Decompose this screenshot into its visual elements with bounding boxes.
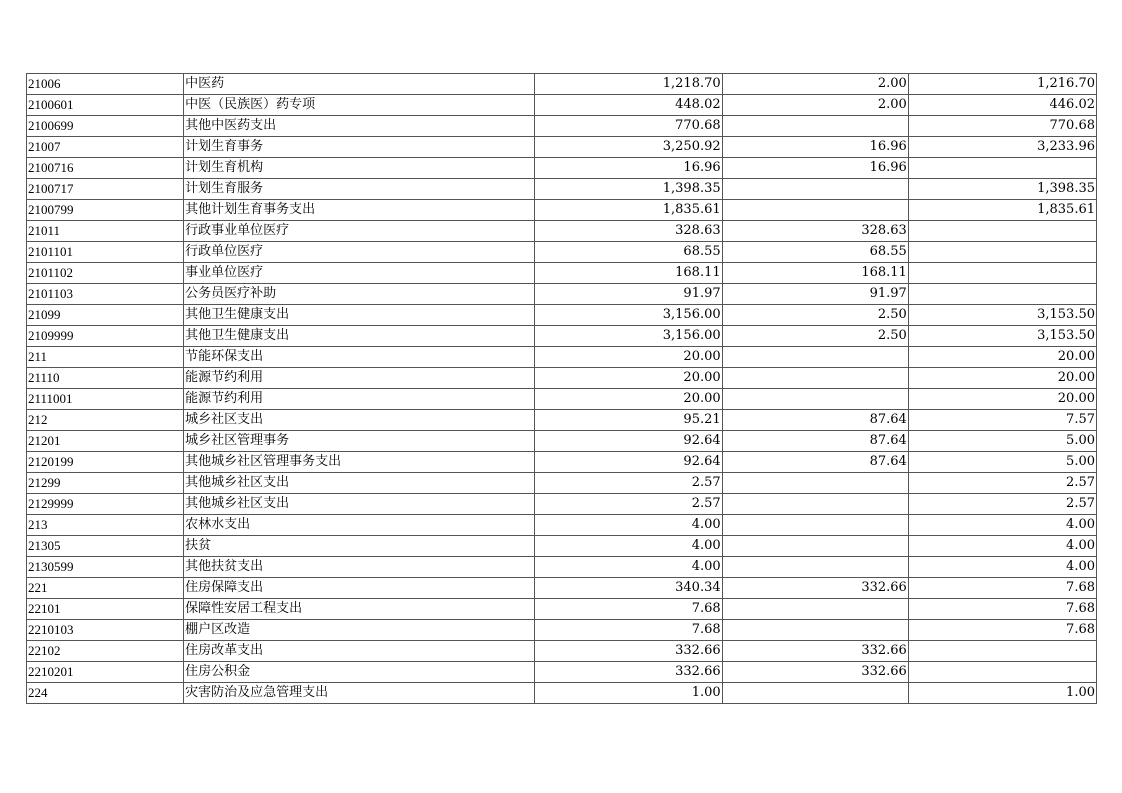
cell-total: 332.66 <box>535 641 722 662</box>
cell-project <box>908 263 1096 284</box>
cell-basic: 168.11 <box>722 263 908 284</box>
cell-basic <box>722 494 908 515</box>
table-row <box>27 221 1097 242</box>
cell-code: 2130599 <box>27 557 184 578</box>
cell-project: 5.00 <box>908 431 1096 452</box>
table-row <box>27 662 1097 683</box>
cell-basic: 87.64 <box>722 452 908 473</box>
cell-name: 其他城乡社区支出 <box>184 494 535 515</box>
cell-total: 1,398.35 <box>535 179 722 200</box>
cell-total: 168.11 <box>535 263 722 284</box>
cell-name: 保障性安居工程支出 <box>184 599 535 620</box>
cell-code: 2101103 <box>27 284 184 305</box>
table-row <box>27 158 1097 179</box>
cell-total: 92.64 <box>535 431 722 452</box>
table-row <box>27 473 1097 494</box>
cell-project: 1.00 <box>908 683 1096 704</box>
cell-code: 212 <box>27 410 184 431</box>
cell-name: 行政事业单位医疗 <box>184 221 535 242</box>
cell-code: 21099 <box>27 305 184 326</box>
cell-total: 448.02 <box>535 95 722 116</box>
cell-project: 4.00 <box>908 557 1096 578</box>
cell-project: 4.00 <box>908 515 1096 536</box>
cell-basic: 68.55 <box>722 242 908 263</box>
cell-total: 4.00 <box>535 515 722 536</box>
cell-basic: 2.00 <box>722 95 908 116</box>
cell-code: 21305 <box>27 536 184 557</box>
cell-code: 221 <box>27 578 184 599</box>
cell-total: 328.63 <box>535 221 722 242</box>
cell-code: 211 <box>27 347 184 368</box>
table-row <box>27 305 1097 326</box>
cell-project <box>908 641 1096 662</box>
cell-basic <box>722 683 908 704</box>
cell-basic <box>722 368 908 389</box>
table-row <box>27 494 1097 515</box>
cell-basic <box>722 116 908 137</box>
table-row <box>27 368 1097 389</box>
cell-total: 1.00 <box>535 683 722 704</box>
cell-name: 农林水支出 <box>184 515 535 536</box>
cell-name: 计划生育服务 <box>184 179 535 200</box>
table-row <box>27 620 1097 641</box>
cell-name: 扶贫 <box>184 536 535 557</box>
cell-name: 棚户区改造 <box>184 620 535 641</box>
table-row <box>27 74 1097 95</box>
cell-total: 20.00 <box>535 368 722 389</box>
cell-project: 1,216.70 <box>908 74 1096 95</box>
cell-project: 1,835.61 <box>908 200 1096 221</box>
cell-code: 21006 <box>27 74 184 95</box>
cell-basic <box>722 599 908 620</box>
cell-basic: 332.66 <box>722 578 908 599</box>
cell-code: 2100601 <box>27 95 184 116</box>
cell-code: 2210103 <box>27 620 184 641</box>
cell-basic: 91.97 <box>722 284 908 305</box>
cell-project: 1,398.35 <box>908 179 1096 200</box>
cell-code: 2100699 <box>27 116 184 137</box>
cell-code: 21299 <box>27 473 184 494</box>
table-row <box>27 116 1097 137</box>
cell-project: 446.02 <box>908 95 1096 116</box>
table-row <box>27 263 1097 284</box>
cell-code: 22101 <box>27 599 184 620</box>
cell-code: 2109999 <box>27 326 184 347</box>
cell-name: 其他计划生育事务支出 <box>184 200 535 221</box>
cell-code: 21110 <box>27 368 184 389</box>
cell-total: 2.57 <box>535 494 722 515</box>
cell-code: 224 <box>27 683 184 704</box>
cell-total: 2.57 <box>535 473 722 494</box>
cell-total: 4.00 <box>535 536 722 557</box>
cell-total: 20.00 <box>535 389 722 410</box>
cell-code: 21201 <box>27 431 184 452</box>
cell-total: 3,156.00 <box>535 305 722 326</box>
cell-code: 2101102 <box>27 263 184 284</box>
cell-project: 2.57 <box>908 473 1096 494</box>
table-row <box>27 452 1097 473</box>
cell-name: 行政单位医疗 <box>184 242 535 263</box>
cell-project: 20.00 <box>908 368 1096 389</box>
cell-project: 20.00 <box>908 389 1096 410</box>
cell-code: 2129999 <box>27 494 184 515</box>
cell-code: 2120199 <box>27 452 184 473</box>
cell-project: 4.00 <box>908 536 1096 557</box>
cell-total: 16.96 <box>535 158 722 179</box>
cell-name: 公务员医疗补助 <box>184 284 535 305</box>
cell-basic: 2.00 <box>722 74 908 95</box>
cell-basic: 328.63 <box>722 221 908 242</box>
table-row <box>27 137 1097 158</box>
table-row <box>27 641 1097 662</box>
table-row <box>27 389 1097 410</box>
table-row <box>27 179 1097 200</box>
cell-basic: 87.64 <box>722 431 908 452</box>
cell-basic: 332.66 <box>722 641 908 662</box>
cell-basic: 16.96 <box>722 158 908 179</box>
cell-name: 其他扶贫支出 <box>184 557 535 578</box>
table-row <box>27 599 1097 620</box>
table-row <box>27 536 1097 557</box>
cell-total: 3,250.92 <box>535 137 722 158</box>
cell-basic <box>722 179 908 200</box>
cell-name: 灾害防治及应急管理支出 <box>184 683 535 704</box>
table-row <box>27 242 1097 263</box>
cell-name: 能源节约利用 <box>184 389 535 410</box>
cell-project <box>908 662 1096 683</box>
cell-basic <box>722 200 908 221</box>
cell-name: 能源节约利用 <box>184 368 535 389</box>
cell-code: 213 <box>27 515 184 536</box>
cell-project <box>908 284 1096 305</box>
cell-name: 其他中医药支出 <box>184 116 535 137</box>
cell-name: 中医（民族医）药专项 <box>184 95 535 116</box>
table-row <box>27 515 1097 536</box>
cell-name: 住房保障支出 <box>184 578 535 599</box>
cell-code: 2210201 <box>27 662 184 683</box>
table-row <box>27 431 1097 452</box>
cell-total: 95.21 <box>535 410 722 431</box>
cell-project <box>908 242 1096 263</box>
table-row <box>27 95 1097 116</box>
cell-total: 332.66 <box>535 662 722 683</box>
cell-name: 城乡社区管理事务 <box>184 431 535 452</box>
cell-basic: 332.66 <box>722 662 908 683</box>
cell-total: 340.34 <box>535 578 722 599</box>
cell-code: 21007 <box>27 137 184 158</box>
cell-total: 4.00 <box>535 557 722 578</box>
cell-name: 其他城乡社区支出 <box>184 473 535 494</box>
cell-basic <box>722 620 908 641</box>
cell-total: 1,835.61 <box>535 200 722 221</box>
budget-table <box>26 73 1097 704</box>
cell-name: 节能环保支出 <box>184 347 535 368</box>
cell-project: 3,153.50 <box>908 305 1096 326</box>
cell-project: 7.57 <box>908 410 1096 431</box>
cell-project: 20.00 <box>908 347 1096 368</box>
cell-code: 2100716 <box>27 158 184 179</box>
cell-name: 计划生育事务 <box>184 137 535 158</box>
cell-code: 2101101 <box>27 242 184 263</box>
table-row <box>27 578 1097 599</box>
cell-basic <box>722 536 908 557</box>
cell-project: 7.68 <box>908 620 1096 641</box>
cell-basic: 87.64 <box>722 410 908 431</box>
table-row <box>27 284 1097 305</box>
cell-name: 住房改革支出 <box>184 641 535 662</box>
cell-code: 2111001 <box>27 389 184 410</box>
cell-code: 22102 <box>27 641 184 662</box>
cell-total: 1,218.70 <box>535 74 722 95</box>
cell-project: 7.68 <box>908 578 1096 599</box>
cell-name: 住房公积金 <box>184 662 535 683</box>
table-row <box>27 347 1097 368</box>
cell-project: 3,233.96 <box>908 137 1096 158</box>
cell-basic <box>722 347 908 368</box>
cell-name: 其他卫生健康支出 <box>184 326 535 347</box>
table-row <box>27 200 1097 221</box>
cell-name: 其他城乡社区管理事务支出 <box>184 452 535 473</box>
cell-code: 2100717 <box>27 179 184 200</box>
cell-basic: 2.50 <box>722 305 908 326</box>
cell-project: 2.57 <box>908 494 1096 515</box>
cell-total: 68.55 <box>535 242 722 263</box>
cell-total: 7.68 <box>535 599 722 620</box>
cell-basic <box>722 389 908 410</box>
cell-project <box>908 221 1096 242</box>
cell-name: 其他卫生健康支出 <box>184 305 535 326</box>
cell-project: 770.68 <box>908 116 1096 137</box>
cell-project: 5.00 <box>908 452 1096 473</box>
table-row <box>27 326 1097 347</box>
cell-basic <box>722 515 908 536</box>
cell-code: 21011 <box>27 221 184 242</box>
cell-total: 3,156.00 <box>535 326 722 347</box>
cell-project <box>908 158 1096 179</box>
cell-basic: 16.96 <box>722 137 908 158</box>
cell-total: 20.00 <box>535 347 722 368</box>
cell-total: 7.68 <box>535 620 722 641</box>
cell-basic: 2.50 <box>722 326 908 347</box>
cell-total: 92.64 <box>535 452 722 473</box>
cell-total: 770.68 <box>535 116 722 137</box>
cell-name: 计划生育机构 <box>184 158 535 179</box>
cell-name: 事业单位医疗 <box>184 263 535 284</box>
budget-table-body <box>27 74 1097 704</box>
table-row <box>27 557 1097 578</box>
cell-name: 中医药 <box>184 74 535 95</box>
cell-code: 2100799 <box>27 200 184 221</box>
cell-project: 7.68 <box>908 599 1096 620</box>
cell-total: 91.97 <box>535 284 722 305</box>
cell-name: 城乡社区支出 <box>184 410 535 431</box>
table-row <box>27 683 1097 704</box>
cell-basic <box>722 473 908 494</box>
cell-project: 3,153.50 <box>908 326 1096 347</box>
cell-basic <box>722 557 908 578</box>
table-row <box>27 410 1097 431</box>
